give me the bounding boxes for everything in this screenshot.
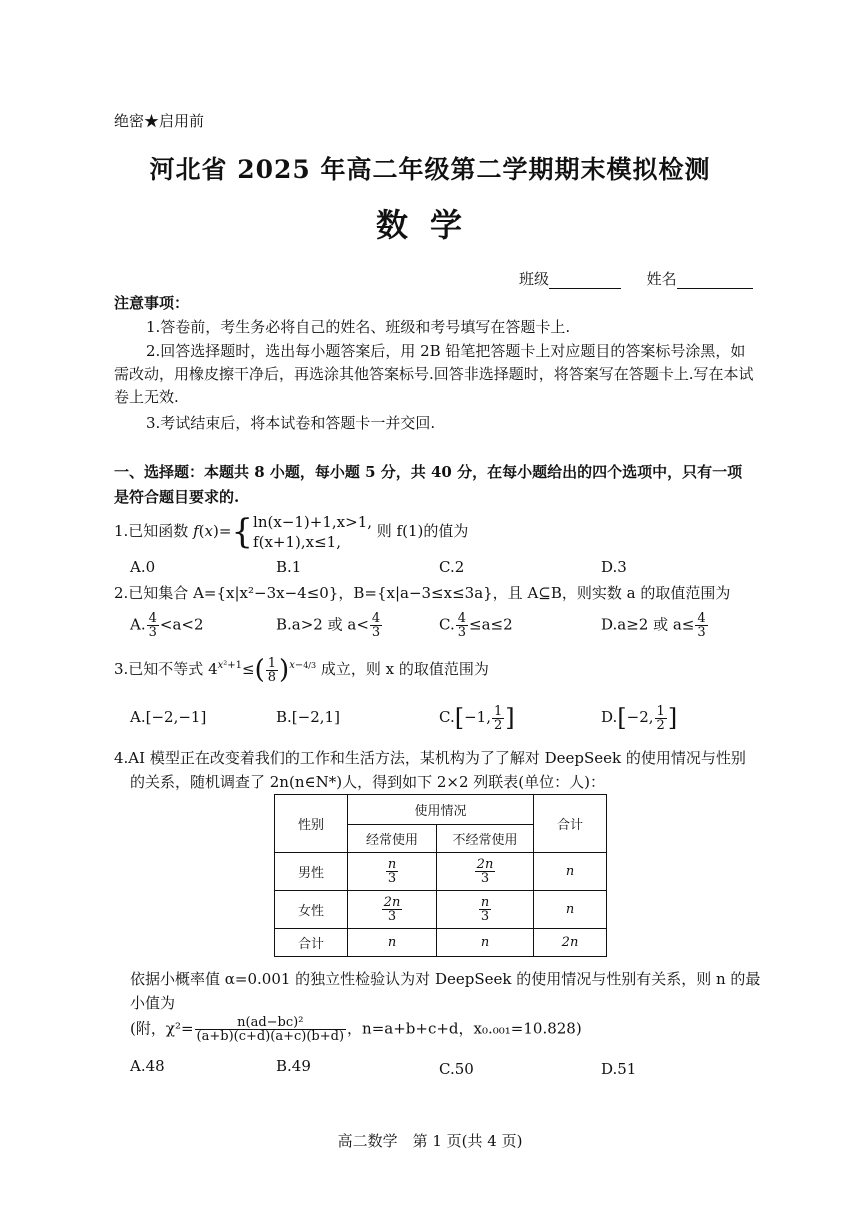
q3-base-frac: $\frac{1}{8}$ (267, 655, 277, 685)
th-not-often: 不经常使用 (437, 825, 534, 853)
q4-option-b: B.49 (276, 1057, 311, 1075)
q2-option-b: B.a>2 或 a< $\frac{4}{3}$ (276, 611, 381, 640)
q3-option-a: A.[−2,−1] (130, 708, 207, 726)
q1-case-2: f(x+1),x≤1, (253, 533, 341, 551)
question-4-line-2: 的关系，随机调查了 2n(n∈N*)人，得到如下 2×2 列联表(单位：人)： (130, 773, 605, 791)
q1-option-c: C.2 (439, 558, 465, 576)
q3-option-c: C.[−1, $\frac{1}{2}$ ] (439, 703, 515, 733)
q4-formula: (附，χ²= $\frac{\text{n(ad−bc)²}}{(a+b)(c+d)(a+c)(b+d)}$ ，n=a+b+c+d，x₀.₀₀₁=10.828) (130, 1015, 582, 1044)
q3-option-d: D.[−2, $\frac{1}{2}$ ] (601, 703, 678, 733)
notice-item-3: 3.考试结束后，将本试卷和答题卡一并交回. (146, 414, 436, 432)
question-1: 1.已知函数 f(x)={ln(x−1)+1,x>1, f(x+1),x≤1, 则 f(1)的值为 (114, 512, 469, 552)
th-usage: 使用情况 (348, 795, 534, 825)
notice-item-2: 2.回答选择题时，选出每小题答案后，用 2B 铅笔把答题卡上对应题目的答案标号涂黑，如需改动，用橡皮擦干净后，再选涂其他答案标号.回答非选择题时，将答案写在答题卡上.写在本试卷上无效. (114, 342, 754, 406)
q2-frac-c: $\frac{4}{3}$ (457, 611, 466, 640)
q2-option-a: A. $\frac{4}{3}$ <a<2 (130, 611, 204, 640)
th-total: 合计 (534, 795, 607, 853)
name-blank (677, 273, 753, 289)
q1-cases (253, 512, 372, 552)
th-gender: 性别 (275, 795, 348, 853)
question-4-text-1: 依据小概率值 α=0.001 的独立性检验认为对 DeepSeek 的使用情况与性别有关系，则 n 的最 (130, 970, 761, 988)
q2-frac-a: $\frac{4}{3}$ (148, 611, 157, 640)
secret-label: 绝密★启用前 (114, 112, 205, 130)
contingency-table (274, 794, 607, 957)
q1-option-b: B.1 (276, 558, 302, 576)
q4-option-c: C.50 (439, 1060, 474, 1078)
table-row-female: 女性 $\frac{2n}{3}$ $\frac{n}{3}$ n (275, 891, 607, 929)
q1-prefix: 1.已知函数 (114, 522, 189, 540)
section-heading: 一、选择题：本题共 8 小题，每小题 5 分，共 40 分，在每小题给出的四个选项中，只有一项是符合题目要求的. (114, 463, 743, 506)
class-label: 班级 (519, 270, 550, 288)
q1-option-d: D.3 (601, 558, 627, 576)
page-footer: 高二数学 第 1 页(共 4 页) (337, 1132, 523, 1150)
question-4-text-2: 小值为 (130, 994, 176, 1012)
q4-option-d: D.51 (601, 1060, 637, 1078)
question-3: 3.已知不等式 $4^{x^2+1}\le$( $\frac{1}{8}$ )$^{x-4/3}$ 成立，则 x 的取值范围为 (114, 655, 489, 685)
q4-chi-square-frac: $\frac{\text{n(ad−bc)²}}{(a+b)(c+d)(a+c)(b+d)}$ (196, 1015, 345, 1044)
name-label: 姓名 (646, 270, 677, 288)
class-blank (549, 273, 621, 289)
q2-frac-b: $\frac{4}{3}$ (371, 611, 381, 640)
subject-title: 数学 (375, 206, 484, 244)
question-2: 2.已知集合 A={x|x²−3x−4≤0}，B={x|a−3≤x≤3a}，且 A⊆B，则实数 a 的取值范围为 (114, 584, 731, 602)
notice-item-1: 1.答卷前，考生务必将自己的姓名、班级和考号填写在答题卡上. (146, 318, 571, 336)
table-row-total: 合计 n n 2n (275, 929, 607, 957)
class-name-fields (519, 268, 753, 289)
q4-option-a: A.48 (130, 1057, 165, 1075)
q3-suffix: 成立，则 x 的取值范围为 (320, 660, 489, 678)
q3-option-b: B.[−2,1] (276, 708, 340, 726)
q1-case-1: ln(x−1)+1,x>1, (253, 513, 372, 531)
q3-prefix: 3.已知不等式 (114, 660, 204, 678)
exam-title: 河北省 2025 年高二年级第二学期期末模拟检测 (149, 155, 711, 184)
table-row-male: 男性 $\frac{n}{3}$ $\frac{2n}{3}$ n (275, 853, 607, 891)
q2-option-d: D.a≥2 或 a≤ $\frac{4}{3}$ (601, 611, 706, 640)
th-often: 经常使用 (348, 825, 437, 853)
q1-option-a: A.0 (130, 558, 156, 576)
q1-suffix: 则 f(1)的值为 (376, 522, 469, 540)
notice-title: 注意事项： (114, 294, 190, 312)
q1-brace: { (231, 512, 254, 552)
question-4-line-1: 4.AI 模型正在改变着我们的工作和生活方法，某机构为了了解对 DeepSeek 的使用情况与性别 (114, 749, 746, 767)
q2-option-c: C. $\frac{4}{3}$ ≤a≤2 (439, 611, 513, 640)
q2-frac-d: $\frac{4}{3}$ (697, 611, 706, 640)
